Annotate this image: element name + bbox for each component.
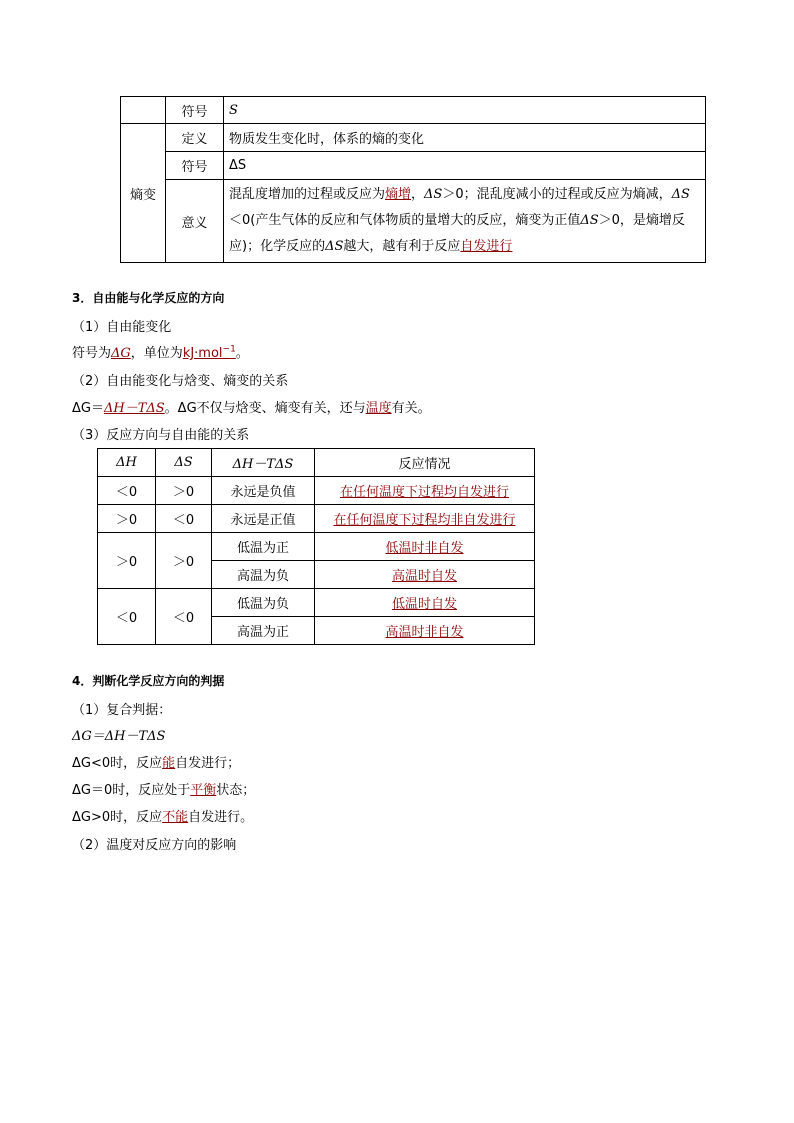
- cell: ＜0: [156, 589, 212, 645]
- cell: ＜0: [98, 477, 156, 505]
- line-text: ，单位为: [130, 346, 183, 361]
- section4-sub2: （2）温度对反应方向的影响: [72, 838, 237, 853]
- delta-s: ΔS: [325, 239, 344, 254]
- line-text: 自发进行。: [188, 810, 254, 825]
- formula-answer: ΔH－TΔS: [103, 401, 165, 416]
- spontaneous-answer: 自发进行: [460, 239, 513, 254]
- answer-cell: 高温时非自发: [385, 625, 464, 640]
- header-ds: ΔS: [156, 449, 212, 477]
- temperature-answer: 温度: [365, 401, 392, 416]
- meaning-text: ＞0；混乱度减小的过程或反应为熵减，: [442, 187, 672, 202]
- symbol-label-2: 符号: [166, 152, 224, 180]
- meaning-text: 越大，越有利于反应: [343, 239, 461, 254]
- section3-line-a: [72, 342, 249, 361]
- answer-cell: 低温时非自发: [385, 541, 464, 556]
- cell: 永远是负值: [212, 477, 315, 505]
- delta-s: ΔS: [424, 187, 443, 202]
- section3-line-b: [72, 397, 431, 416]
- line-text: ΔG>0时，反应: [72, 810, 163, 825]
- line-text: 。: [235, 346, 249, 361]
- section4-heading: 4．判断化学反应方向的判据: [72, 674, 225, 688]
- meaning-text: ，: [411, 187, 425, 202]
- definition-label: 定义: [166, 124, 224, 152]
- table-row: [98, 505, 535, 533]
- empty-cell: [121, 97, 166, 124]
- delta-g-answer: ΔG: [111, 346, 131, 361]
- symbol-value-2: ΔS: [224, 152, 706, 180]
- direction-table: [97, 448, 535, 645]
- equilibrium-answer: 平衡: [190, 783, 217, 798]
- line-text: 符号为: [72, 346, 112, 361]
- answer-cell: 在任何温度下过程均非自发进行: [333, 513, 516, 528]
- delta-s: ΔS: [580, 213, 599, 228]
- meaning-text: ＜0(产生气体的反应和气体物质的量增大的反应，熵变为正值: [229, 213, 581, 228]
- line-text: 状态；: [216, 783, 256, 798]
- section4-equation: ΔG＝ΔH－TΔS: [72, 729, 166, 744]
- delta-s: ΔS: [671, 187, 690, 202]
- cell: ＞0: [98, 533, 156, 589]
- table-row: [98, 533, 535, 561]
- section4-line1: [72, 752, 240, 771]
- table-row: [98, 477, 535, 505]
- table-row: [98, 589, 535, 617]
- cell: 高温为负: [212, 561, 315, 589]
- cell: ＜0: [156, 505, 212, 533]
- line-text: ΔG<0时，反应: [72, 756, 163, 771]
- entropy-increase-answer: 熵增: [385, 187, 412, 202]
- cell: ＞0: [156, 533, 212, 589]
- entropy-change-label: 熵变: [121, 124, 166, 263]
- header-situation: 反应情况: [315, 449, 535, 477]
- line-text: ΔG＝0时，反应处于: [72, 783, 191, 798]
- symbol-value: S: [224, 97, 706, 124]
- line-text: ΔG＝: [72, 401, 104, 416]
- unit-answer: [183, 346, 236, 361]
- header-dh: ΔH: [98, 449, 156, 477]
- entropy-table: [120, 96, 706, 263]
- symbol-label: 符号: [166, 97, 224, 124]
- cell: 永远是正值: [212, 505, 315, 533]
- section4-sub1: （1）复合判据：: [72, 703, 172, 718]
- meaning-text: 混乱度增加的过程或反应为: [229, 187, 386, 202]
- section4-line3: [72, 806, 253, 825]
- section3-sub1: （1）自由能变化: [72, 320, 172, 335]
- header-dg: ΔH－TΔS: [212, 449, 315, 477]
- line-text: 有关。: [391, 401, 431, 416]
- cell: ＜0: [98, 589, 156, 645]
- line-text: 。ΔG不仅与焓变、熵变有关，还与: [164, 401, 366, 416]
- section3-heading: 3．自由能与化学反应的方向: [72, 291, 225, 305]
- meaning-label: 意义: [166, 180, 224, 263]
- cell: ＞0: [156, 477, 212, 505]
- section3-sub2: （2）自由能变化与焓变、熵变的关系: [72, 374, 289, 389]
- can-answer: 能: [162, 756, 176, 771]
- answer-cell: 高温时自发: [391, 569, 457, 584]
- section3-sub3: （3）反应方向与自由能的关系: [72, 428, 250, 443]
- cannot-answer: 不能: [162, 810, 189, 825]
- line-text: 自发进行；: [175, 756, 241, 771]
- unit-text: kJ·mol: [182, 346, 223, 361]
- cell: 高温为正: [212, 617, 315, 645]
- answer-cell: 在任何温度下过程均自发进行: [339, 485, 509, 500]
- answer-cell: 低温时自发: [391, 597, 457, 612]
- unit-sup: −1: [222, 344, 236, 355]
- cell: 低温为负: [212, 589, 315, 617]
- definition-value: 物质发生变化时，体系的熵的变化: [224, 124, 706, 152]
- section4-line2: [72, 779, 255, 798]
- cell: ＞0: [98, 505, 156, 533]
- meaning-text: ＞0，是熵增反应)；化学反应的: [229, 213, 685, 254]
- meaning-value: [224, 180, 706, 263]
- cell: 低温为正: [212, 533, 315, 561]
